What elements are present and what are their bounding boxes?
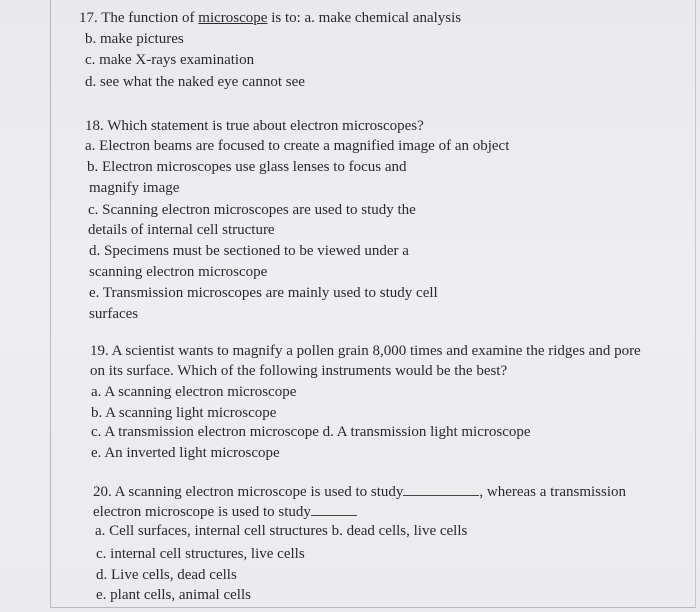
q20-option-e: e. plant cells, animal cells bbox=[96, 587, 251, 603]
q18-option-b-cont: magnify image bbox=[89, 180, 180, 196]
q19-option-c-d: c. A transmission electron microscope d. A transmission light microscope bbox=[91, 424, 531, 440]
q17-underlined-word: microscope bbox=[198, 10, 268, 26]
q20-stem-cont: electron microscope is used to study bbox=[93, 503, 357, 521]
q19-stem-cont: on its surface. Which of the following instruments would be the best? bbox=[90, 363, 508, 379]
q20-blank-1 bbox=[403, 494, 479, 496]
q17-stem: 17. The function of microscope is to: a. make chemical analysis bbox=[79, 10, 462, 26]
q20-stem: 20. A scanning electron microscope is used to study , whereas a transmission bbox=[93, 484, 627, 500]
q17-option-b: b. make pictures bbox=[85, 31, 184, 47]
q18-option-d: d. Specimens must be sectioned to be viewed under a bbox=[89, 243, 409, 259]
q18-option-d-cont: scanning electron microscope bbox=[89, 264, 268, 280]
q18-option-e-cont: surfaces bbox=[89, 306, 139, 322]
q19-option-e: e. An inverted light microscope bbox=[91, 445, 280, 461]
q18-option-c-cont: details of internal cell structure bbox=[88, 222, 275, 238]
q17-option-c: c. make X-rays examination bbox=[85, 52, 255, 68]
q18-option-e: e. Transmission microscopes are mainly used to study cell bbox=[89, 285, 438, 301]
q20-option-d: d. Live cells, dead cells bbox=[96, 567, 237, 583]
q18-option-b: b. Electron microscopes use glass lenses to focus and bbox=[87, 159, 407, 175]
q20-blank-2 bbox=[311, 514, 357, 516]
q18-stem: 18. Which statement is true about electron microscopes? bbox=[85, 118, 424, 134]
q20-option-a-b: a. Cell surfaces, internal cell structures b. dead cells, live cells bbox=[95, 523, 468, 539]
q17-option-d: d. see what the naked eye cannot see bbox=[85, 74, 305, 90]
q18-option-a: a. Electron beams are focused to create a magnified image of an object bbox=[85, 138, 510, 154]
q19-option-b: b. A scanning light microscope bbox=[91, 405, 277, 421]
q18-option-c: c. Scanning electron microscopes are used to study the bbox=[88, 202, 416, 218]
q20-option-c: c. internal cell structures, live cells bbox=[96, 546, 305, 562]
q19-option-a: a. A scanning electron microscope bbox=[91, 384, 297, 400]
q19-stem: 19. A scientist wants to magnify a pollen grain 8,000 times and examine the ridges and pore bbox=[90, 343, 641, 359]
